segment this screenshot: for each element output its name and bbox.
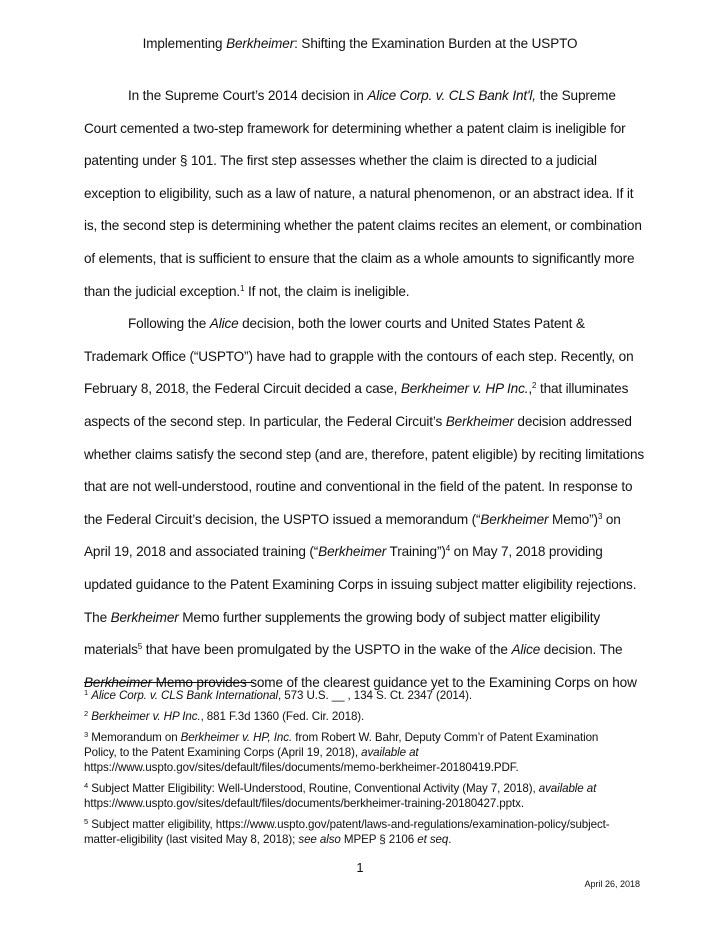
footnote-number: 4 xyxy=(84,781,89,790)
text: decision addressed xyxy=(513,413,632,429)
text: Policy, to the Patent Examining Corps (April 19, 2018), xyxy=(84,746,362,759)
text: from Robert W. Bahr, Deputy Comm’r of Patent Examination xyxy=(292,731,599,744)
paragraph-1-line-4: exception to eligibility, such as a law of nature, a natural phenomenon, or an abstract idea. If it xyxy=(84,185,634,201)
footnote-ref-1[interactable]: 1 xyxy=(240,283,245,293)
footnote-ref-5[interactable]: 5 xyxy=(137,642,143,652)
text: MPEP § 2106 xyxy=(340,833,418,846)
footnote-3 xyxy=(84,730,644,775)
footnote-number: 5 xyxy=(84,817,89,826)
paragraph-2-line-9: updated guidance to the Patent Examining Corps in issuing subject matter eligibility rejections. xyxy=(84,576,637,592)
case-name: Berkheimer xyxy=(318,544,387,560)
paragraph-1-line-1 xyxy=(84,80,644,113)
paragraph-2-line-6: that are not well-understood, routine and conventional in the field of the patent. In response to xyxy=(84,479,633,495)
text: Subject Matter Eligibility: Well-Understood, Routine, Conventional Activity (May 7, 2018), xyxy=(91,782,539,795)
case-name: Berkheimer v. HP Inc. xyxy=(400,381,529,397)
text: aspects of the second step. In particular, the Federal Circuit’s xyxy=(84,413,446,429)
paragraph-2-line-5: whether claims satisfy the second step (and are, therefore, patent eligible) by reciting limitations xyxy=(84,446,645,462)
header-text: Implementing xyxy=(142,36,227,51)
body-text xyxy=(84,80,644,699)
footnote-4 xyxy=(84,781,644,811)
paragraph-2-line-3 xyxy=(84,373,644,406)
signal: see also xyxy=(298,833,341,846)
case-name: Alice Corp. v. CLS Bank International xyxy=(91,689,279,702)
footnote-divider xyxy=(84,682,254,683)
text: , 573 U.S. __ , 134 S. Ct. 2347 (2014). xyxy=(278,689,473,702)
text: , 881 F.3d 1360 (Fed. Cir. 2018). xyxy=(200,710,365,723)
paragraph-2-line-7 xyxy=(84,504,644,537)
signal: available at xyxy=(361,746,419,759)
text: that have been promulgated by the USPTO in the wake of the xyxy=(142,642,512,658)
text: than the judicial exception. xyxy=(84,283,241,299)
text: , xyxy=(528,381,533,397)
text: If not, the claim is ineligible. xyxy=(244,283,410,299)
text: Following the xyxy=(128,316,210,332)
url-link[interactable]: Subject matter eligibility, https://www.uspto.gov/patent/laws-and-regulations/examination-policy/subject- xyxy=(91,818,610,831)
text: on xyxy=(602,511,621,527)
page-number: 1 xyxy=(356,860,364,875)
footnote-2 xyxy=(84,709,644,724)
footnote-number: 3 xyxy=(84,730,89,739)
signal: et seq xyxy=(417,833,449,846)
case-name: Berkheimer v. HP Inc. xyxy=(91,710,201,723)
text: Memo provides some of the clearest guidance yet to the Examining Corps on how xyxy=(152,674,637,690)
paragraph-1-line-3: patenting under § 101. The first step assesses whether the claim is directed to a judicial xyxy=(84,153,597,169)
header-text-rest: : Shifting the Examination Burden at the USPTO xyxy=(294,36,578,51)
signal: available at xyxy=(538,782,597,795)
text: In the Supreme Court’s 2014 decision in xyxy=(128,88,368,103)
footnote-number: 2 xyxy=(84,709,89,718)
text: the Supreme xyxy=(535,88,616,103)
paragraph-2-line-1 xyxy=(84,308,644,341)
paragraph-1-line-2: Court cemented a two-step framework for determining whether a patent claim is ineligible for xyxy=(84,120,626,136)
case-name: Berkheimer xyxy=(110,609,179,625)
footnote-5 xyxy=(84,817,644,847)
text: Memorandum on xyxy=(91,731,181,744)
text: February 8, 2018, the Federal Circuit decided a case, xyxy=(84,381,401,397)
case-name: Alice xyxy=(209,316,239,332)
text: decision, both the lower courts and United States Patent & xyxy=(238,316,585,332)
footer-date: April 26, 2018 xyxy=(584,879,640,889)
text: decision. The xyxy=(540,642,623,658)
case-name: Berkheimer xyxy=(84,674,153,690)
url-link[interactable]: https://www.uspto.gov/sites/default/files/documents/memo-berkheimer-20180419.PDF. xyxy=(84,761,519,774)
paragraph-1-line-6: of elements, that is sufficient to ensure that the claim as a whole amounts to significantly more xyxy=(84,250,635,266)
case-name: Alice xyxy=(511,642,541,658)
case-name: Alice Corp. v. CLS Bank Int'l, xyxy=(367,88,536,103)
text: matter-eligibility (last visited May 8, 2018); xyxy=(84,833,299,846)
footnote-1 xyxy=(84,688,644,703)
text: on May 7, 2018 providing xyxy=(450,544,603,560)
paragraph-2-line-2: Trademark Office (“USPTO”) have had to grapple with the contours of each step. Recently, on xyxy=(84,348,634,364)
text: The xyxy=(84,609,111,625)
text: Memo further supplements the growing body of subject matter eligibility xyxy=(178,609,601,625)
case-name: Berkheimer xyxy=(480,511,549,527)
url-link[interactable]: https://www.uspto.gov/sites/default/files/documents/berkheimer-training-20180427.pptx. xyxy=(84,797,524,810)
footnote-ref-3[interactable]: 3 xyxy=(597,511,603,521)
text: materials xyxy=(84,642,138,658)
case-name: Berkheimer v. HP, Inc. xyxy=(180,731,293,744)
paragraph-1-line-7 xyxy=(84,276,644,309)
case-name: Berkheimer xyxy=(445,413,514,429)
text: the Federal Circuit’s decision, the USPTO issued a memorandum (“ xyxy=(84,511,481,527)
footnote-ref-4[interactable]: 4 xyxy=(445,544,451,554)
footnotes xyxy=(84,688,644,853)
text: Memo”) xyxy=(548,511,598,527)
paragraph-2-line-4 xyxy=(84,406,644,439)
text: April 19, 2018 and associated training (“ xyxy=(84,544,319,560)
footnote-ref-2[interactable]: 2 xyxy=(532,381,537,391)
text: . xyxy=(448,833,452,846)
paragraph-2-line-10 xyxy=(84,602,644,635)
footnote-number: 1 xyxy=(84,688,89,697)
page-header xyxy=(0,36,720,51)
header-case-name: Berkheimer xyxy=(226,36,295,51)
paragraph-2-line-8 xyxy=(84,536,644,569)
text: Training”) xyxy=(386,544,446,560)
text: that illuminates xyxy=(536,381,629,397)
paragraph-1-line-5: is, the second step is determining whether the patent claims recites an element, or combination xyxy=(84,218,642,234)
paragraph-2-line-11 xyxy=(84,634,644,667)
